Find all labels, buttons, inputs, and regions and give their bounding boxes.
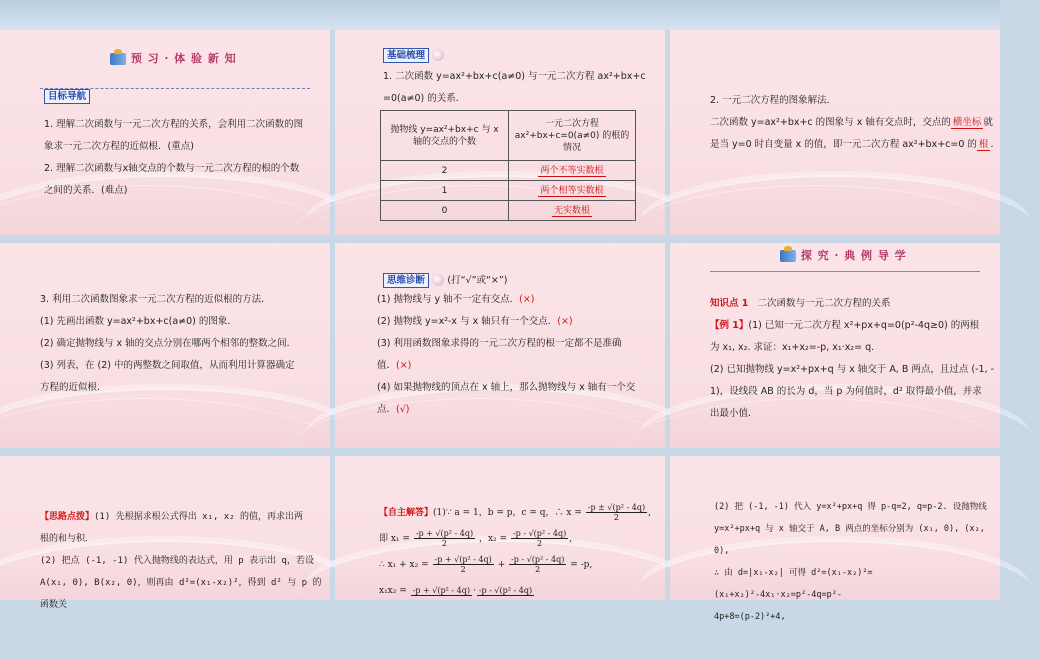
diagnosis-tag: 思维诊断 xyxy=(383,273,429,288)
slide-hint[interactable] xyxy=(0,456,330,610)
fraction: $\frac{\text{-p + √(p² - 4q)}}{2}$ xyxy=(415,529,474,548)
solution-text: 【自主解答】(1)∵ a = 1，b = p，c = q，∴ x = $\frac{\text{-p ± √(p² - 4q)}}{2}$ , 即 x₁ = $\frac{\text{-p + √(p² - 4q)}}{2}$ ，x₂ = $\frac{\text{-p - √(p² - 4q)}}{2}$ , ∴ x₁ + x₂ = $\frac{\text{-p + √(p² - 4q)}}{2}$ + $\frac{\text{-p - √(p² - 4q)}}{2}$ = -p, x₁x₂ = -p + √(p² - 4q) · -p - √(p² - 4q) xyxy=(379,503,651,596)
solution-part2-text: (2) 把 (-1, -1) 代入 y=x²+px+q 得 p-q=2, q=p-2. 设抛物线 y=x²+px+q 与 x 轴交于 A, B 两点的坐标分别为 (x₁, 0), (x₂, 0), ∴ 由 d=|x₁-x₂| 可得 d²=(x₁-x₂)²=(x₁+x₂)²-4x₁·x₂=p²-4q=p²- 4p+8=(p-2)²+4, xyxy=(714,502,987,622)
approx-method-text: 3. 利用二次函数图象求一元二次方程的近似根的方法． (1) 先画出函数 y=ax²+bx+c(a≠0) 的图象． (2) 确定抛物线与 x 轴的交点分别在哪两个相邻的整数之间． (3) 列表，在 (2) 中的两整数之间取值，从而利用计算器确定 方程的近似根． xyxy=(40,294,297,393)
example-label: 【例 1】 xyxy=(710,320,749,331)
slide-solution-1[interactable] xyxy=(335,456,665,600)
answer-text: 两个不等实数根 xyxy=(540,165,604,176)
table-row: 0 无实数根 xyxy=(381,201,636,221)
slide-approx-root-method[interactable] xyxy=(0,243,330,448)
answer-text: 无实数根 xyxy=(553,205,590,216)
diagnosis-text: (1) 抛物线与 y 轴不一定有交点．(×) (2) 抛物线 y=x²-x 与 x 轴只有一个交点．(×) (3) 利用函数图象求得的一元二次方程的根一定都不是准确 值．(×) (4) 如果抛物线的顶点在 x 轴上，那么抛物线与 x 轴有一个交 点．(√) xyxy=(377,294,636,415)
section-banner xyxy=(110,50,237,66)
slide-graphic-method[interactable] xyxy=(670,30,1000,235)
answer-text: 两个相等实数根 xyxy=(540,185,604,196)
banner-text: 探 究 · 典 例 导 学 xyxy=(800,249,907,262)
section-banner xyxy=(780,247,907,263)
slide-solution-2[interactable] xyxy=(670,456,1000,622)
graphic-method-text: 2. 一元二次方程的图象解法． 二次函数 y=ax²+bx+c 的图象与 x 轴有交点时，交点的 横坐标 就 是当 y=0 时自变量 x 的值，即一元二次方程 ax²+bx+c=0 的 根 . xyxy=(710,95,994,150)
goal-text: 1. 理解二次函数与一元二次方程的关系，会利用二次函数的图 象求一元二次方程的近似根．(重点) 2. 理解二次函数与x轴交点的个数与一元二次方程的根的个数 之间的关系．(难点) xyxy=(44,119,304,196)
answer-blank: 横坐标 xyxy=(952,117,982,128)
answer-mark: (×) xyxy=(519,294,535,305)
slide-basic-review[interactable] xyxy=(335,30,665,235)
slide-example-1[interactable] xyxy=(670,243,1000,448)
knowledge-point-label: 知识点 1 xyxy=(710,298,749,309)
banner-text: 预 习 · 体 验 新 知 xyxy=(130,52,237,65)
table-row: 1 两个相等实数根 xyxy=(381,181,636,201)
answer-mark: (×) xyxy=(396,360,412,371)
example-text: 知识点 1 二次函数与一元二次方程的关系 【例 1】(1) 已知一元二次方程 x²+px+q=0(p²-4q≥0) 的两根 为 x₁, x₂. 求证：x₁+x₂=-p, x₁·x₂= q. (2) 已知抛物线 y=x²+px+q 与 x 轴交于 A, B 两点，且过点 (-1, - 1)，设线段 AB 的长为 d，当 p 为何值时，d² 取得最小值，并求 出最小值． xyxy=(710,298,995,419)
answer-blank: 根 xyxy=(978,139,989,150)
fraction: $\frac{\text{-p - √(p² - 4q)}}{2}$ xyxy=(512,529,567,548)
table-header: 一元二次方程 ax²+bx+c=0(a≠0) 的根的情况 xyxy=(509,111,636,161)
fraction: -p + √(p² - 4q) xyxy=(412,585,470,595)
goal-nav-tag: 目标导航 xyxy=(44,89,90,104)
hint-label: 【思路点拨】 xyxy=(40,512,95,522)
diagnosis-header: 思维诊断 (打“√”或“×”) xyxy=(383,272,508,288)
answer-mark: (√) xyxy=(396,404,410,415)
relation-text: 1. 二次函数 y=ax²+bx+c(a≠0) 与一元二次方程 ax²+bx+c =0(a≠0) 的关系． xyxy=(383,71,646,104)
fraction: $\frac{\text{-p ± √(p² - 4q)}}{2}$ xyxy=(587,503,646,522)
answer-mark: (×) xyxy=(557,316,573,327)
relation-table xyxy=(380,110,636,221)
badge-icon xyxy=(432,49,444,61)
knowledge-point-title: 二次函数与一元二次方程的关系 xyxy=(757,298,891,309)
basic-review-header xyxy=(383,48,444,63)
fraction: $\frac{\text{-p - √(p² - 4q)}}{2}$ xyxy=(511,555,565,574)
fraction: -p - √(p² - 4q) xyxy=(478,585,533,595)
book-icon xyxy=(780,250,796,262)
slide-thinking-diagnosis[interactable] xyxy=(335,243,665,448)
slide-preview-goals[interactable] xyxy=(0,30,330,235)
table-header: 抛物线 y=ax²+bx+c 与 x 轴的交点的个数 xyxy=(381,111,509,161)
top-bar xyxy=(0,0,1000,30)
basic-review-tag: 基础梳理 xyxy=(383,48,429,63)
book-icon xyxy=(110,53,126,65)
badge-icon xyxy=(432,274,444,286)
fraction: $\frac{\text{-p + √(p² - 4q)}}{2}$ xyxy=(434,555,492,574)
divider xyxy=(710,271,980,272)
solution-label: 【自主解答】 xyxy=(379,508,434,518)
hint-text: 【思路点拨】(1) 先根据求根公式得出 x₁, x₂ 的值，再求出两 根的和与积． (2) 把点 (-1, -1) 代入抛物线的表达式，用 p 表示出 q，若设 A(x₁, 0), B(x₂, 0)，则再由 d²=(x₁-x₂)²，得到 d² 与 p 的函数关 xyxy=(40,512,322,610)
table-row: 2 两个不等实数根 xyxy=(381,161,636,181)
